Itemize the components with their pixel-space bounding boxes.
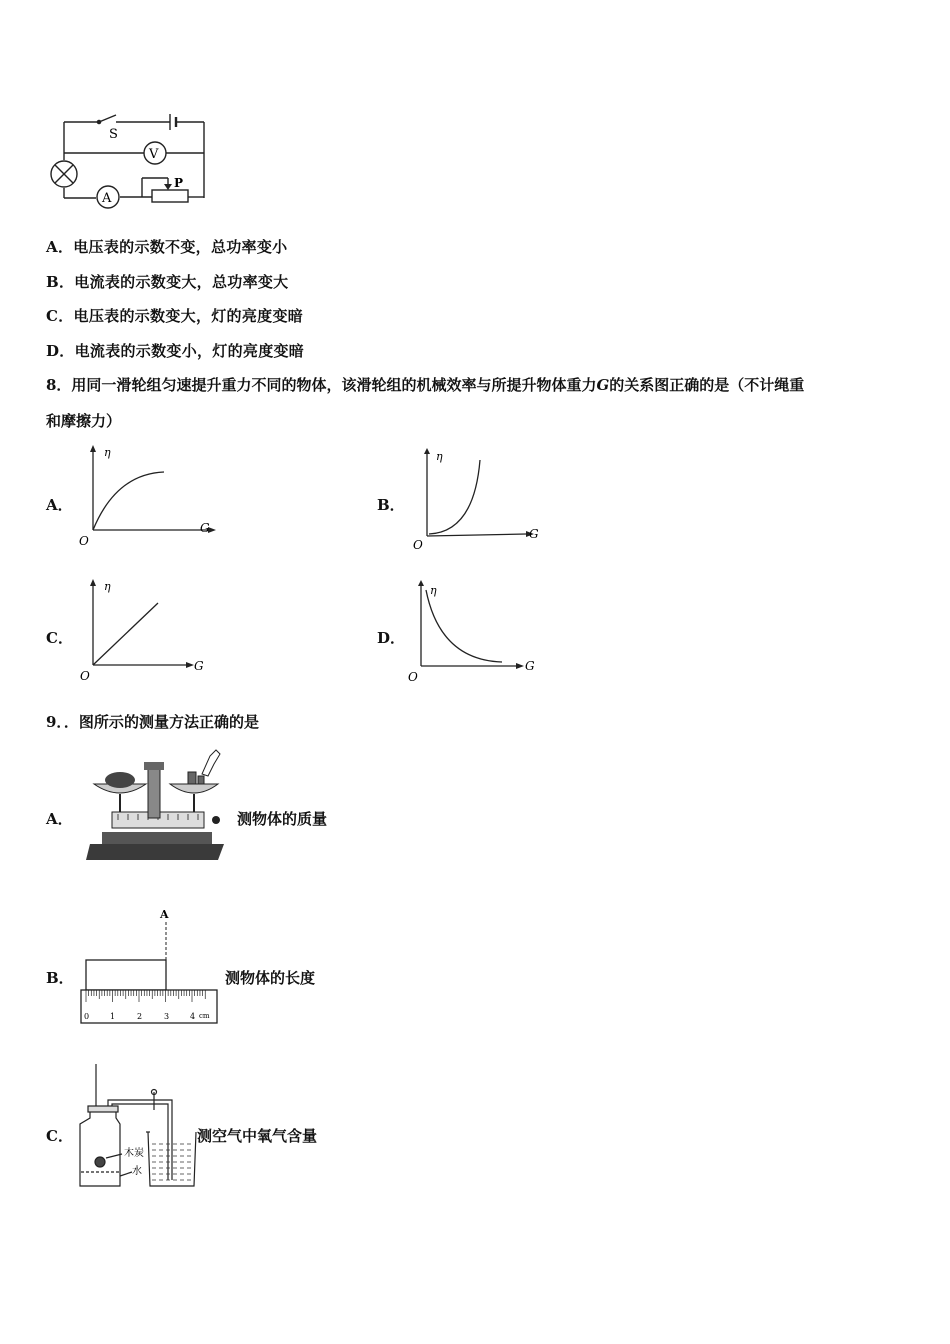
oxygen-apparatus-illustration bbox=[76, 1062, 201, 1196]
option-text: 电流表的示数变小，灯的亮度变暗 bbox=[74, 342, 305, 360]
option-key: D． bbox=[46, 342, 75, 360]
q9-option-a-key: A． bbox=[46, 810, 73, 828]
circuit-diagram bbox=[44, 108, 214, 217]
q9-option-c-text: 测空气中氧气含量 bbox=[197, 1127, 318, 1145]
q8-stem-line1 bbox=[46, 374, 804, 395]
q8-graph-c bbox=[76, 578, 221, 687]
graph-origin: O bbox=[80, 669, 90, 683]
q9-stem: 9．．图所示的测量方法正确的是 bbox=[46, 713, 259, 731]
option-key: A． bbox=[46, 238, 74, 256]
switch-label: S bbox=[109, 127, 118, 142]
graph-x-label: G bbox=[194, 659, 204, 673]
slider-label: P bbox=[174, 176, 184, 190]
q7-option-b bbox=[46, 271, 288, 292]
q8-option-b-key: B． bbox=[377, 496, 405, 514]
voltmeter-label: V bbox=[149, 147, 159, 162]
q7-option-a bbox=[46, 236, 287, 257]
q9-option-b-key: B． bbox=[46, 969, 74, 987]
ruler-tick-label: 4 bbox=[190, 1012, 196, 1021]
graph-x-label: G bbox=[200, 521, 210, 535]
ruler-tick-label: 3 bbox=[164, 1012, 170, 1021]
charcoal-label: 木炭 bbox=[124, 1148, 144, 1159]
q8-stem-text-end: 的关系图正确的是（不计绳重 bbox=[609, 376, 805, 394]
q8-stem-line2: 和摩擦力） bbox=[46, 412, 122, 430]
graph-y-label: η bbox=[430, 584, 437, 597]
option-key: C． bbox=[46, 307, 74, 325]
ruler-arrow-label: A bbox=[160, 908, 169, 921]
ruler-unit-label: cm bbox=[199, 1012, 210, 1020]
ruler-tick-label: 2 bbox=[137, 1012, 143, 1021]
option-key: B． bbox=[46, 273, 75, 291]
q8-graph-b bbox=[408, 448, 553, 557]
ammeter-label: A bbox=[102, 191, 112, 206]
graph-x-label: G bbox=[529, 527, 539, 541]
q8-stem-text: 8．用同一滑轮组匀速提升重力不同的物体，该滑轮组的机械效率与所提升物体重力 bbox=[46, 376, 597, 394]
q8-stem-variable: G bbox=[596, 376, 610, 394]
graph-origin: O bbox=[413, 538, 423, 552]
option-text: 电压表的示数不变，总功率变小 bbox=[73, 238, 288, 256]
q9-option-a-text: 测物体的质量 bbox=[237, 810, 328, 828]
balance-illustration bbox=[84, 748, 229, 867]
q8-option-d-key: D． bbox=[377, 629, 406, 647]
ruler-tick-label: 1 bbox=[110, 1012, 116, 1021]
q8-graph-d bbox=[404, 580, 549, 689]
graph-y-label: η bbox=[436, 450, 443, 463]
q9-option-b-text: 测物体的长度 bbox=[225, 969, 316, 987]
q9-option-c-key: C． bbox=[46, 1127, 73, 1145]
q8-option-a-key: A． bbox=[46, 496, 73, 514]
q8-option-c-key: C． bbox=[46, 629, 73, 647]
q7-option-d bbox=[46, 340, 304, 361]
graph-x-label: G bbox=[525, 659, 535, 673]
option-text: 电流表的示数变大，总功率变大 bbox=[74, 273, 289, 291]
ruler-tick-label: 0 bbox=[84, 1012, 90, 1021]
ruler-illustration bbox=[80, 904, 225, 1033]
q8-graph-a bbox=[76, 444, 221, 553]
graph-origin: O bbox=[79, 534, 89, 548]
q7-option-c bbox=[46, 305, 303, 326]
option-text: 电压表的示数变大，灯的亮度变暗 bbox=[73, 307, 304, 325]
graph-origin: O bbox=[408, 670, 418, 684]
water-label: 水 bbox=[132, 1166, 142, 1177]
graph-y-label: η bbox=[104, 580, 111, 593]
graph-y-label: η bbox=[104, 446, 111, 459]
